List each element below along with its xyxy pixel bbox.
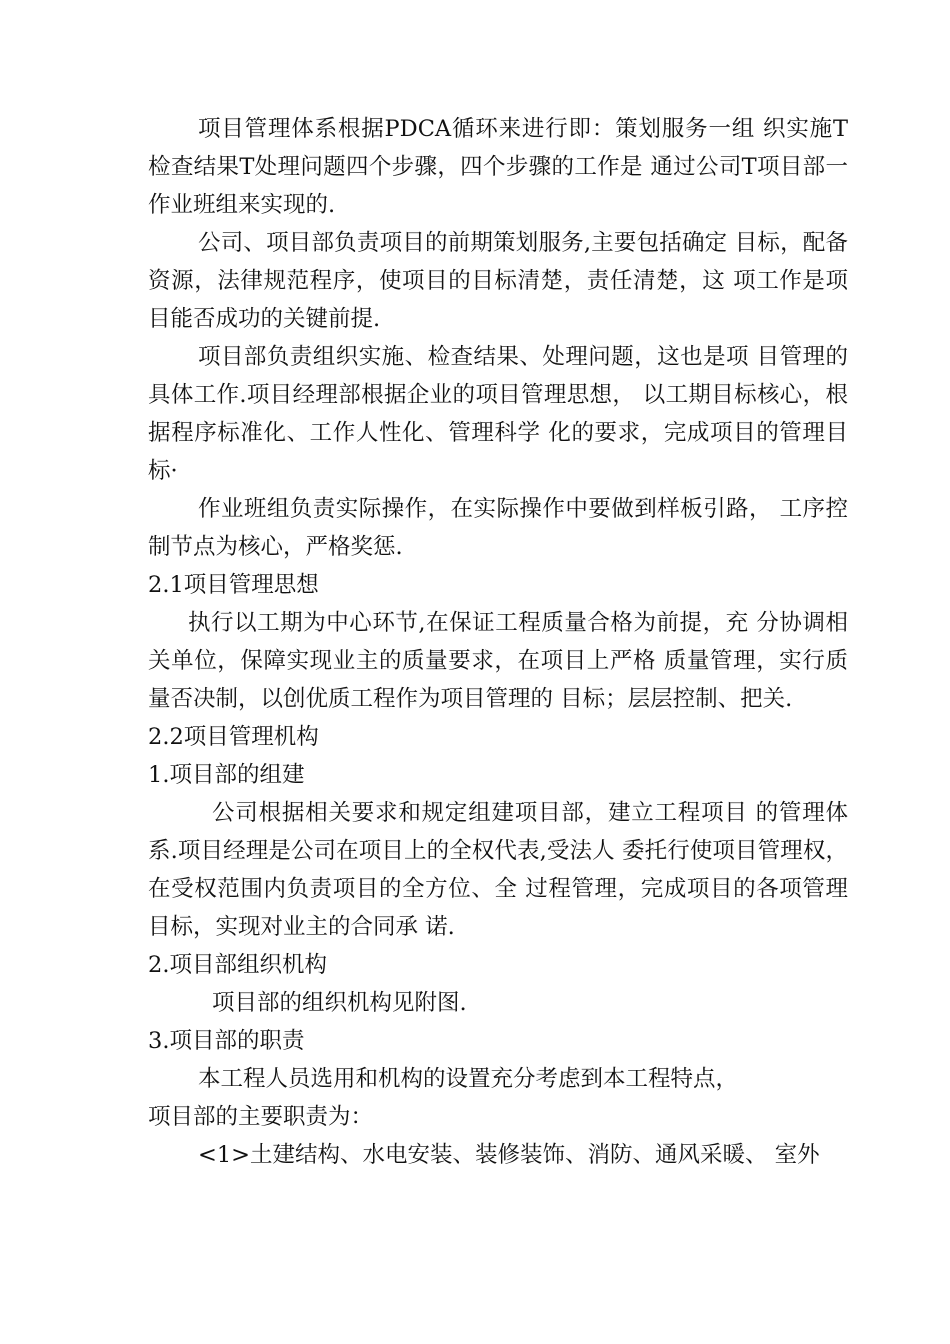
paragraph-duty-1: <1>土建结构、水电安装、装修装饰、消防、通风采暖、 室外 <box>198 1142 820 1168</box>
paragraph-management-idea: 执行以工期为中心环节,在保证工程质量合格为前提，充 分协调相关单位，保障实现业主的质量要求，在项目上严格 质量管理，实行质量否决制，以创优质工程作为项目管理的 目标；层层控制、把关. <box>148 610 848 712</box>
paragraph-planning: 公司、项目部负责项目的前期策划服务,主要包括确定 目标，配备资源，法律规范程序，使项目的目标清楚，责任清楚，这 项工作是项目能否成功的关键前提. <box>148 230 848 332</box>
paragraph-pdca: 项目管理体系根据PDCA循环来进行即：策划服务一组 织实施T检查结果T处理问题四个步骤，四个步骤的工作是 通过公司T项目部一作业班组来实现的. <box>148 116 848 218</box>
heading-organization: 2.项目部组织机构 <box>148 952 327 978</box>
document-page <box>148 110 848 1174</box>
heading-project-setup: 1.项目部的组建 <box>148 762 305 788</box>
paragraph-organization: 项目部的组织机构见附图. <box>212 990 467 1016</box>
paragraph-duties-main: 项目部的主要职责为： <box>148 1104 374 1130</box>
heading-2-1: 2.1项目管理思想 <box>148 572 319 598</box>
heading-2-2: 2.2项目管理机构 <box>148 724 319 750</box>
paragraph-project-setup: 公司根据相关要求和规定组建项目部，建立工程项目 的管理体系.项目经理是公司在项目上的全权代表,受法人 委托行使项目管理权，在受权范围内负责项目的全方位、全 过程管理，完成项目的各项管理目标，实现对业主的合同承 诺. <box>148 800 848 940</box>
paragraph-implementation: 项目部负责组织实施、检查结果、处理问题，这也是项 目管理的具体工作.项目经理部根据企业的项目管理思想， 以工期目标核心，根据程序标准化、工作人性化、管理科学 化的要求，完成项目的管理目标· <box>148 344 848 484</box>
heading-duties: 3.项目部的职责 <box>148 1028 305 1054</box>
paragraph-duties-intro: 本工程人员选用和机构的设置充分考虑到本工程特点， <box>198 1066 739 1092</box>
paragraph-work-team: 作业班组负责实际操作，在实际操作中要做到样板引路， 工序控制节点为核心，严格奖惩. <box>148 496 848 560</box>
